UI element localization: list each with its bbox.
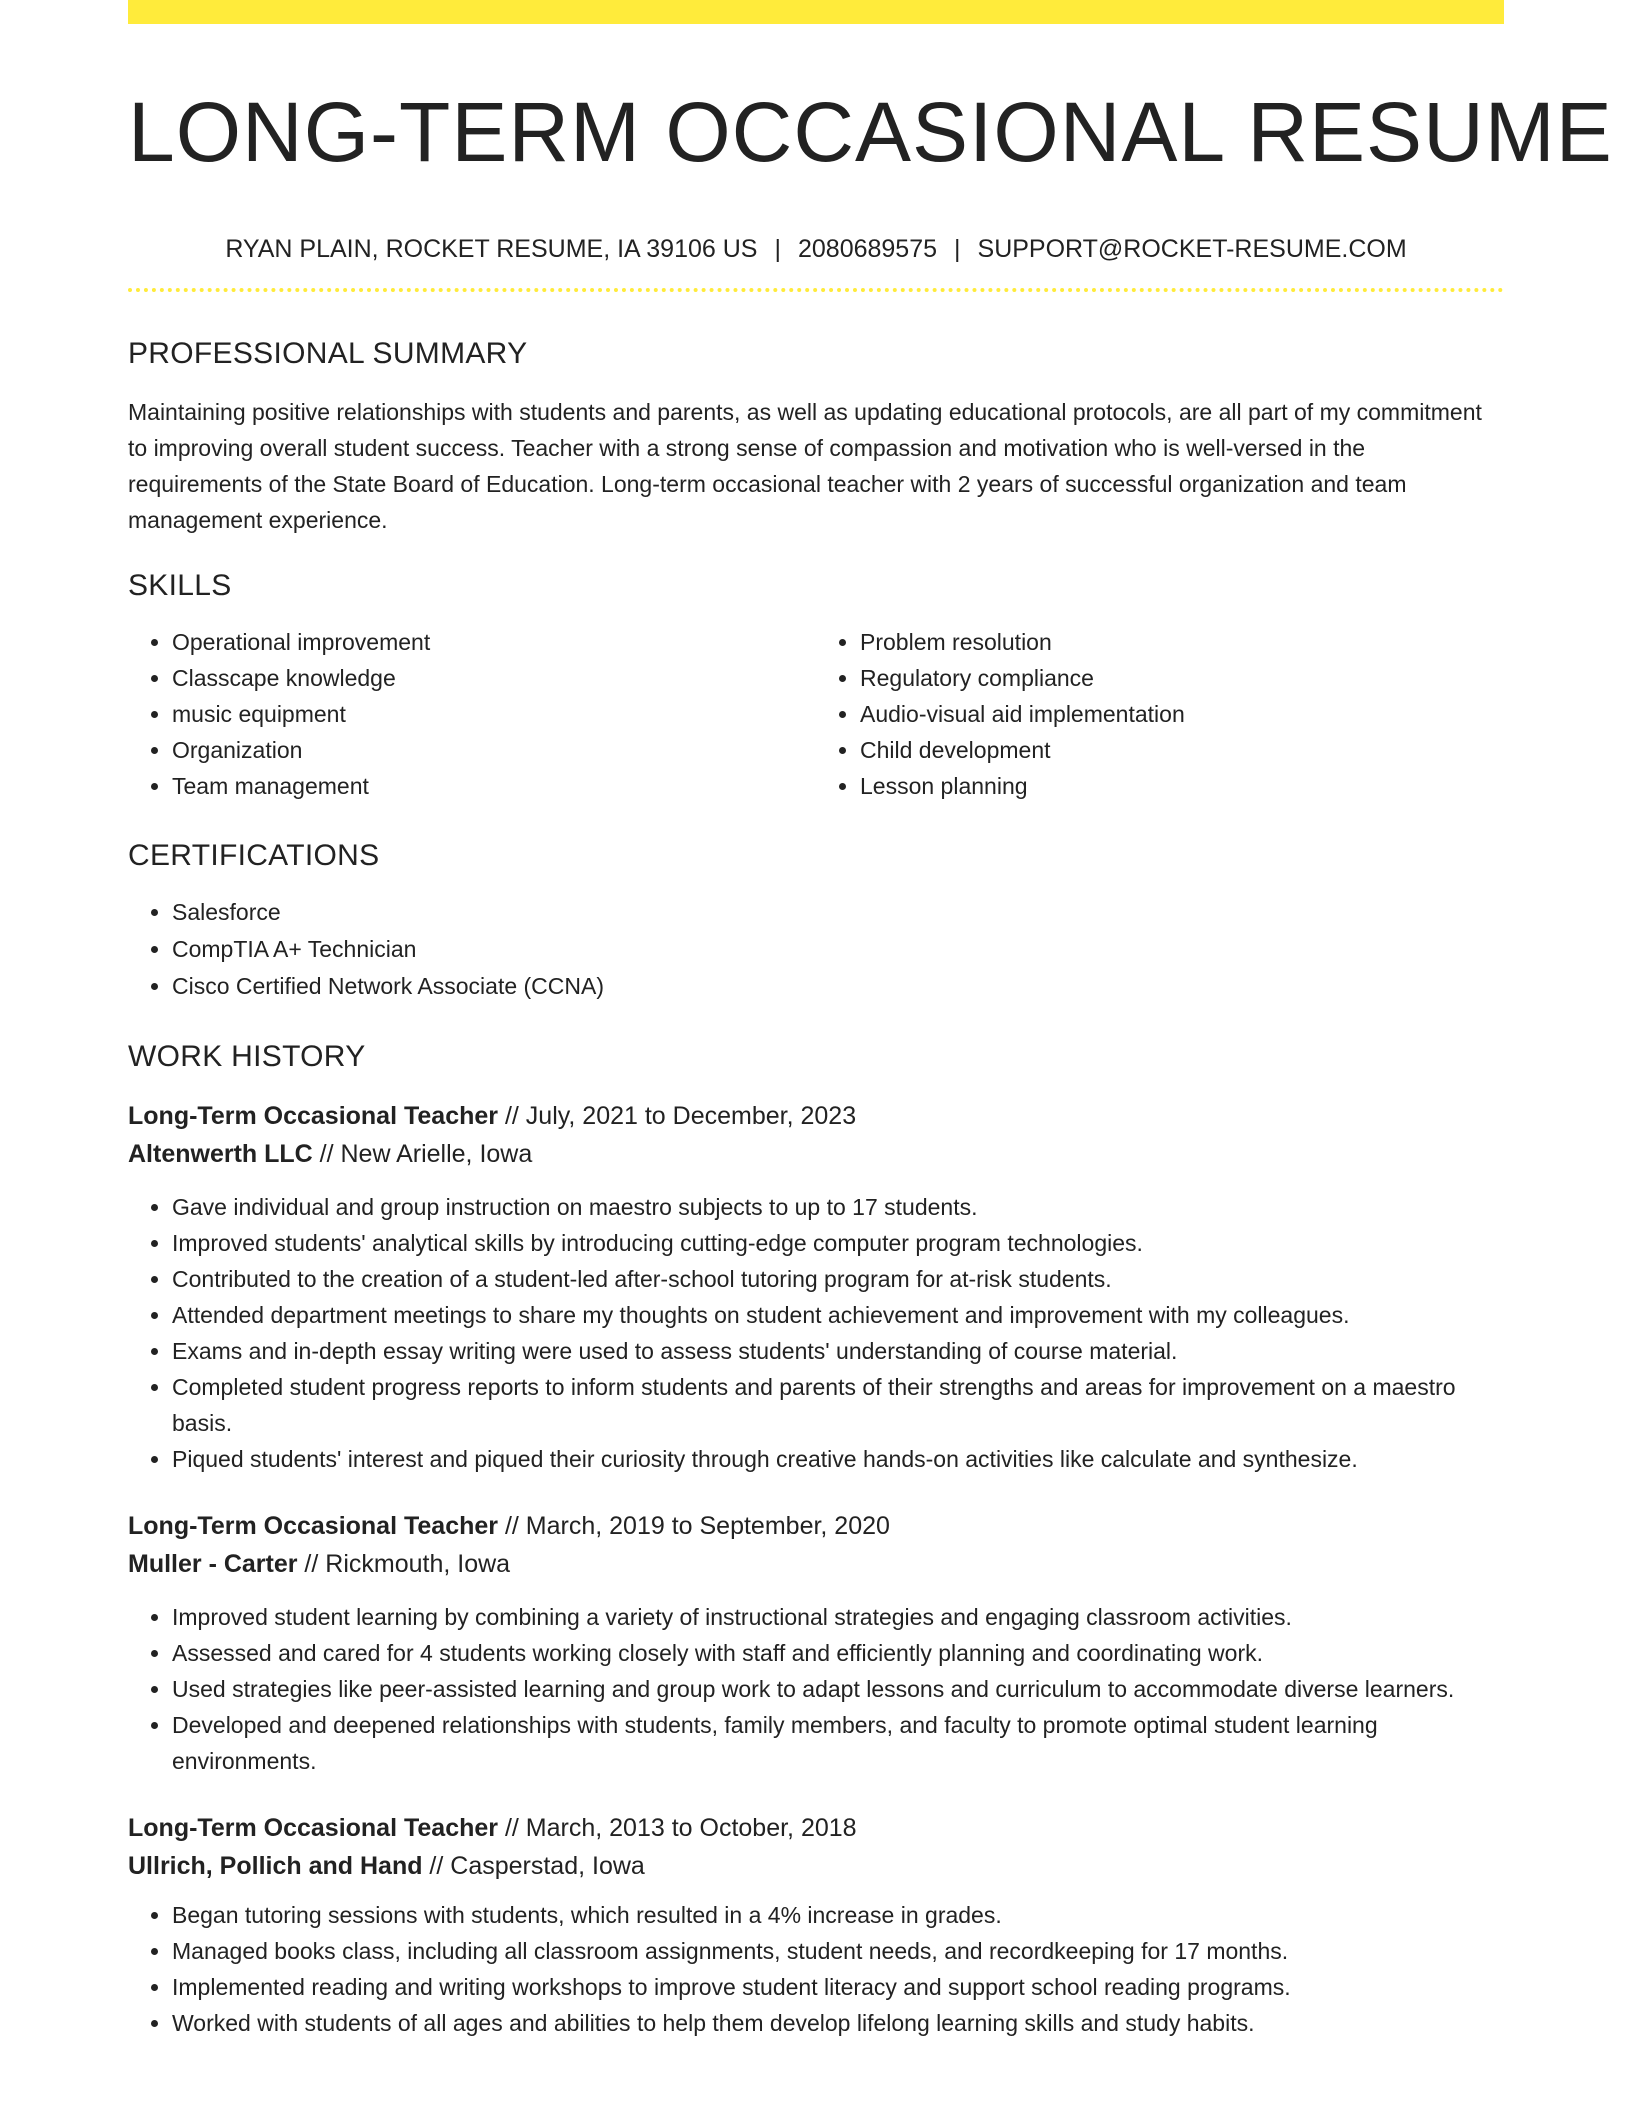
job-entry: [128, 1097, 1504, 1477]
job-title: Long-Term Occasional Teacher: [128, 1102, 499, 1130]
certifications-section: [128, 838, 1504, 1005]
work-history-section: [128, 1039, 1504, 2041]
job-company: Muller - Carter: [128, 1550, 298, 1578]
job-dates: // July, 2021 to December, 2023: [498, 1102, 857, 1130]
certifications-list: [128, 894, 1504, 1005]
job-bullet: • Developed and deepened relationships with students, family members, and faculty to promote optimal student learning environments.: [172, 1707, 1504, 1779]
skill-item: • Audio-visual aid implementation: [860, 696, 1504, 732]
contact-line: [128, 234, 1504, 264]
job-entry: [128, 1809, 1504, 2041]
job-company: Ullrich, Pollich and Hand: [128, 1852, 423, 1880]
job-title-line: [128, 1097, 1504, 1135]
job-bullet: • Contributed to the creation of a student-led after-school tutoring program for at-risk students.: [172, 1261, 1504, 1297]
skill-item: • Regulatory compliance: [860, 660, 1504, 696]
skill-item: • Organization: [172, 732, 816, 768]
resume-page: [128, 0, 1613, 2041]
contact-email[interactable]: SUPPORT@ROCKET-RESUME.COM: [977, 235, 1407, 263]
summary-section: [128, 336, 1504, 538]
job-bullet: • Implemented reading and writing workshops to improve student literacy and support school reading programs.: [172, 1969, 1504, 2005]
skill-item: • Team management: [172, 768, 816, 804]
job-bullet: • Began tutoring sessions with students, which resulted in a 4% increase in grades.: [172, 1897, 1504, 1933]
job-company: Altenwerth LLC: [128, 1140, 313, 1168]
job-bullet: • Improved students' analytical skills by introducing cutting-edge computer program technologies.: [172, 1225, 1504, 1261]
job-company-line: [128, 1545, 1504, 1583]
contact-phone: 2080689575: [797, 235, 938, 263]
job-title: Long-Term Occasional Teacher: [128, 1512, 499, 1540]
skill-item: • music equipment: [172, 696, 816, 732]
job-bullet: • Worked with students of all ages and abilities to help them develop lifelong learning skills and study habits.: [172, 2005, 1504, 2041]
job-bullet: • Used strategies like peer-assisted learning and group work to adapt lessons and curriculum to accommodate diverse learners.: [172, 1671, 1504, 1707]
job-title-line: [128, 1507, 1504, 1545]
skill-item: • Problem resolution: [860, 624, 1504, 660]
job-dates: // March, 2019 to September, 2020: [498, 1512, 890, 1540]
certifications-heading: CERTIFICATIONS: [128, 839, 380, 872]
resume-title: LONG-TERM OCCASIONAL RESUME: [128, 85, 1613, 179]
contact-separator: |: [954, 235, 961, 263]
contact-separator: |: [774, 235, 781, 263]
job-bullet: • Exams and in-depth essay writing were used to assess students' understanding of course material.: [172, 1333, 1504, 1369]
skills-section: [128, 568, 1504, 804]
skill-item: • Lesson planning: [860, 768, 1504, 804]
summary-heading: PROFESSIONAL SUMMARY: [128, 337, 528, 370]
job-location: // New Arielle, Iowa: [312, 1140, 533, 1168]
job-company-line: [128, 1847, 1504, 1885]
job-title: Long-Term Occasional Teacher: [128, 1814, 499, 1842]
skill-item: • Classcape knowledge: [172, 660, 816, 696]
header-divider: [128, 288, 1504, 292]
job-bullet: • Completed student progress reports to inform students and parents of their strengths and areas for improvement on a maestro basis.: [172, 1369, 1504, 1441]
job-location: // Casperstad, Iowa: [422, 1852, 645, 1880]
job-bullet: • Improved student learning by combining a variety of instructional strategies and engaging classroom activities.: [172, 1599, 1504, 1635]
certification-item: • CompTIA A+ Technician: [172, 931, 1504, 968]
contact-address: RYAN PLAIN, ROCKET RESUME, IA 39106 US: [225, 235, 758, 263]
skill-item: • Child development: [860, 732, 1504, 768]
work-history-heading: WORK HISTORY: [128, 1040, 366, 1073]
job-bullet: • Piqued students' interest and piqued their curiosity through creative hands-on activities like calculate and synthesize.: [172, 1441, 1504, 1477]
skills-list-right: [816, 624, 1504, 804]
job-bullets: [128, 1189, 1504, 1477]
job-location: // Rickmouth, Iowa: [297, 1550, 511, 1578]
summary-text: Maintaining positive relationships with students and parents, as well as updating educational protocols, are all part of my commitment to improving overall student success. Teacher with a strong sense of compassion and motivation who is well-versed in the requirements of the State Board of Education. Long-term occasional teacher with 2 years of successful organization and team management experience.: [128, 399, 1482, 533]
certification-item: • Cisco Certified Network Associate (CCNA): [172, 968, 1504, 1005]
skills-list-left: [128, 624, 816, 804]
job-bullet: • Attended department meetings to share my thoughts on student achievement and improvement with my colleagues.: [172, 1297, 1504, 1333]
job-company-line: [128, 1135, 1504, 1173]
job-bullets: [128, 1599, 1504, 1779]
skill-item: • Operational improvement: [172, 624, 816, 660]
job-bullet: • Gave individual and group instruction on maestro subjects to up to 17 students.: [172, 1189, 1504, 1225]
job-bullet: • Managed books class, including all classroom assignments, student needs, and recordkeeping for 17 months.: [172, 1933, 1504, 1969]
job-title-line: [128, 1809, 1504, 1847]
certification-item: • Salesforce: [172, 894, 1504, 931]
job-bullet: • Assessed and cared for 4 students working closely with staff and efficiently planning and coordinating work.: [172, 1635, 1504, 1671]
skills-columns: [128, 624, 1504, 804]
job-dates: // March, 2013 to October, 2018: [498, 1814, 857, 1842]
job-entry: [128, 1507, 1504, 1779]
job-bullets: [128, 1897, 1504, 2041]
skills-heading: SKILLS: [128, 569, 232, 602]
